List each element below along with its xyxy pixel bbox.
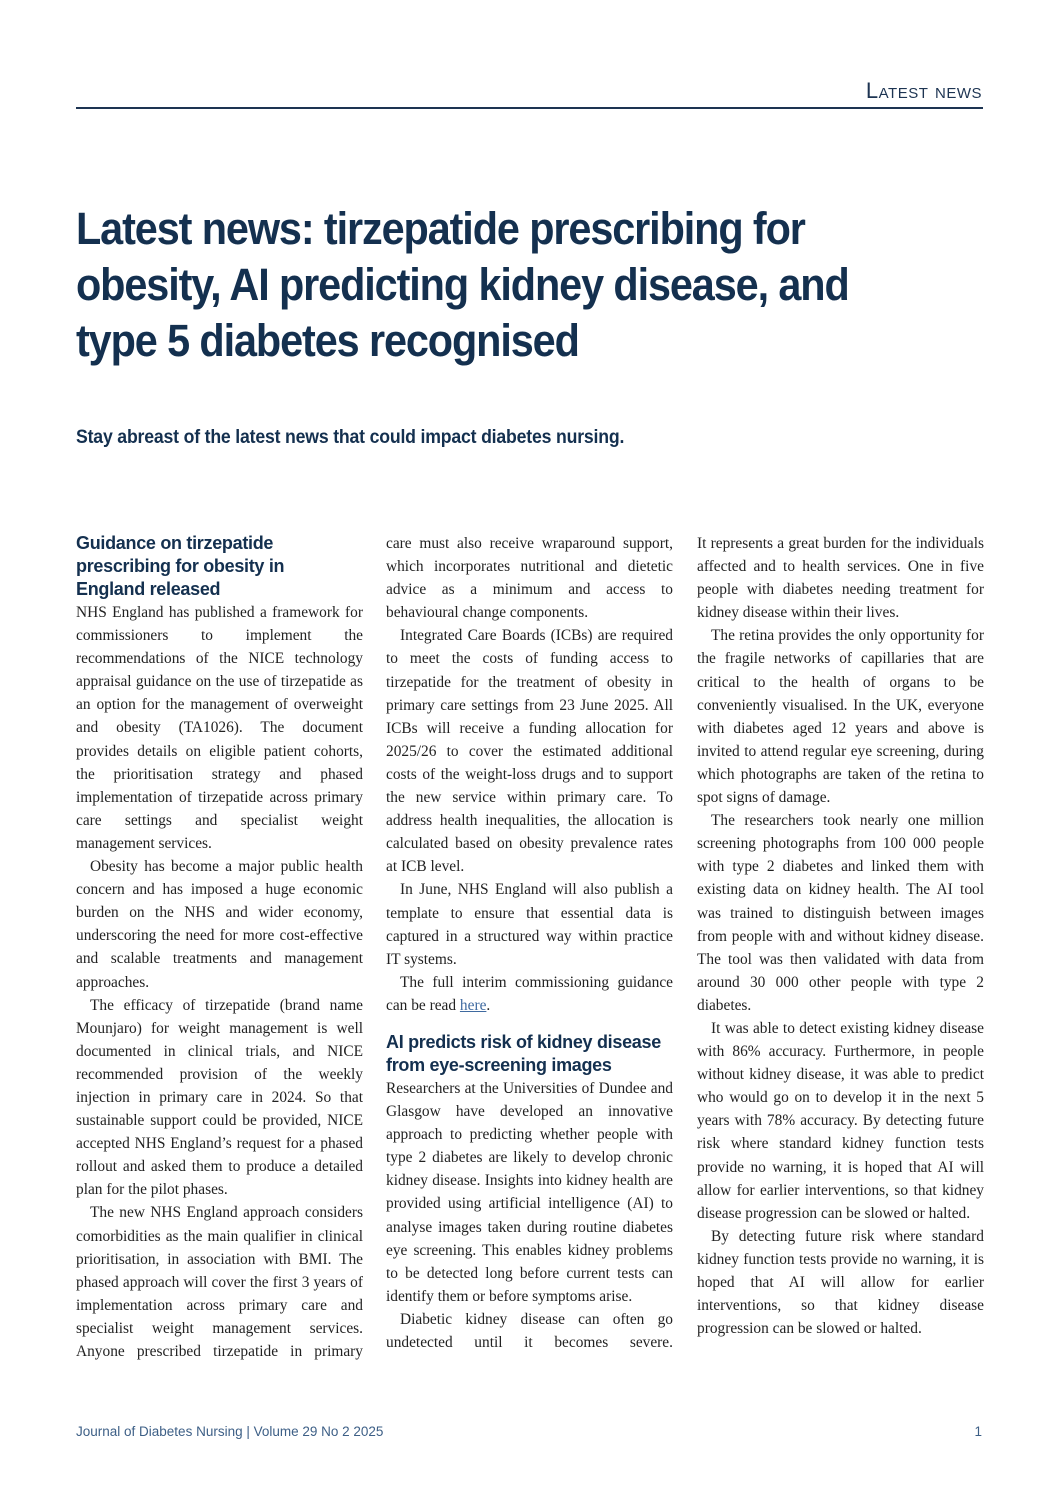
- paragraph-continued: care must also receive wraparound support, which incorporates nutritional and dietetic advice as a minimum and access to behavioural change components.: [386, 535, 673, 622]
- paragraph: By detecting future risk where standard kidney function tests provide no warning, it is hoped that AI will allow for earlier interventions, so that kidney disease progression can be slowed or halted.: [697, 1227, 984, 1338]
- paragraph-continued: It represents a great burden for the individuals affected and to health services. One in five people with diabetes needing treatment for kidney disease within their lives.: [697, 535, 984, 622]
- page-number: 1: [974, 1424, 982, 1439]
- paragraph: The new NHS England approach considers comorbidities as the main qualifier in clinical prioritisation, in association with BMI. The phased approach will cover the first 3 years of implementation across primary care and specialist weight management services. Anyone prescribed tirzepatide in primary: [76, 1204, 363, 1360]
- guidance-link[interactable]: here: [459, 996, 487, 1014]
- standfirst: Stay abreast of the latest news that could impact diabetes nursing.: [76, 427, 625, 448]
- paragraph-end: .: [486, 996, 491, 1014]
- paragraph: The researchers took nearly one million screening photographs from 100 000 people with type 2 diabetes and linked them with existing data on kidney health. The AI tool was trained to distinguish between images from people with and without kidney disease. The tool was then validated with data from around 30 000 other people with type 2 diabetes.: [697, 812, 984, 1014]
- section-heading-tirzepatide: Guidance on tirzepatide prescribing for obesity in England released: [76, 533, 285, 599]
- section-heading-ai-kidney: AI predicts risk of kidney disease from eye-screening images: [386, 1031, 661, 1075]
- paragraph: The efficacy of tirzepatide (brand name Mounjaro) for weight management is well documented in clinical trials, and NICE recommended provision of the weekly injection in primary care in 2024. So that sustainable support could be provided, NICE accepted NHS England’s request for a phased rollout and asked them to produce a detailed plan for the pilot phases.: [76, 996, 363, 1199]
- paragraph: Diabetic kidney disease can often go undetected until it becomes severe.: [386, 1310, 673, 1351]
- paragraph: NHS England has published a framework for commissioners to implement the recommendations of the NICE technology appraisal guidance on the use of tirzepatide as an option for the management of overweight and obesity (TA1026). The document provides details on eligible patient cohorts, the prioritisation strategy and phased implementation of tirzepatide across primary care settings and specialist weight management services.: [76, 604, 363, 852]
- paragraph: Obesity has become a major public health concern and has imposed a huge economic burden on the NHS and wider economy, underscoring the need for more cost-effective and scalable treatments and management approaches.: [76, 858, 363, 991]
- paragraph: Integrated Care Boards (ICBs) are required to meet the costs of funding access to tirzepatide for the treatment of obesity in primary care settings from 23 June 2025. All ICBs will receive a funding allocation for 2025/26 to cover the estimated additional costs of the weight-loss drugs and to support the new service within primary care. To address health inequalities, the allocation is calculated based on obesity prevalence rates at ICB level.: [386, 627, 673, 876]
- column-3: [697, 532, 984, 1340]
- paragraph: In June, NHS England will also publish a template to ensure that essential data is captured in a structured way within practice IT systems.: [386, 881, 673, 968]
- header-rule: [76, 107, 983, 109]
- article-title: Latest news: tirzepatide prescribing for obesity, AI predicting kidney disease, and type 5 diabetes recognised: [76, 203, 849, 366]
- column-2: [386, 532, 673, 1354]
- paragraph: It was able to detect existing kidney disease with 86% accuracy. Furthermore, in people without kidney disease, it was able to predict who would go on to develop it in the next 5 years with 78% accuracy. By detecting future risk where standard kidney function tests provide no warning, it is hoped that AI will allow for earlier interventions, so that kidney disease progression can be slowed or halted.: [697, 1019, 984, 1222]
- running-head: Latest news: [865, 78, 982, 103]
- paragraph: [386, 971, 673, 1017]
- footer-journal: Journal of Diabetes Nursing | Volume 29 No 2 2025: [76, 1424, 384, 1439]
- paragraph: Researchers at the Universities of Dundee and Glasgow have developed an innovative approach to predicting whether people with type 2 diabetes are likely to develop chronic kidney disease. Insights into kidney health are provided using artificial intelligence (AI) to analyse images taken during routine diabetes eye screening. This enables kidney problems to be detected long before current tests can identify them or before symptoms arise.: [386, 1079, 673, 1305]
- paragraph-text: The full interim commissioning guidance can be read: [386, 973, 673, 1014]
- paragraph: The retina provides the only opportunity for the fragile networks of capillaries that are critical to the health of organs to be conveniently visualised. In the UK, everyone with diabetes aged 12 years and above is invited to attend regular eye screening, during which photographs are taken of the retina to spot signs of damage.: [697, 627, 984, 807]
- column-1: [76, 532, 363, 1363]
